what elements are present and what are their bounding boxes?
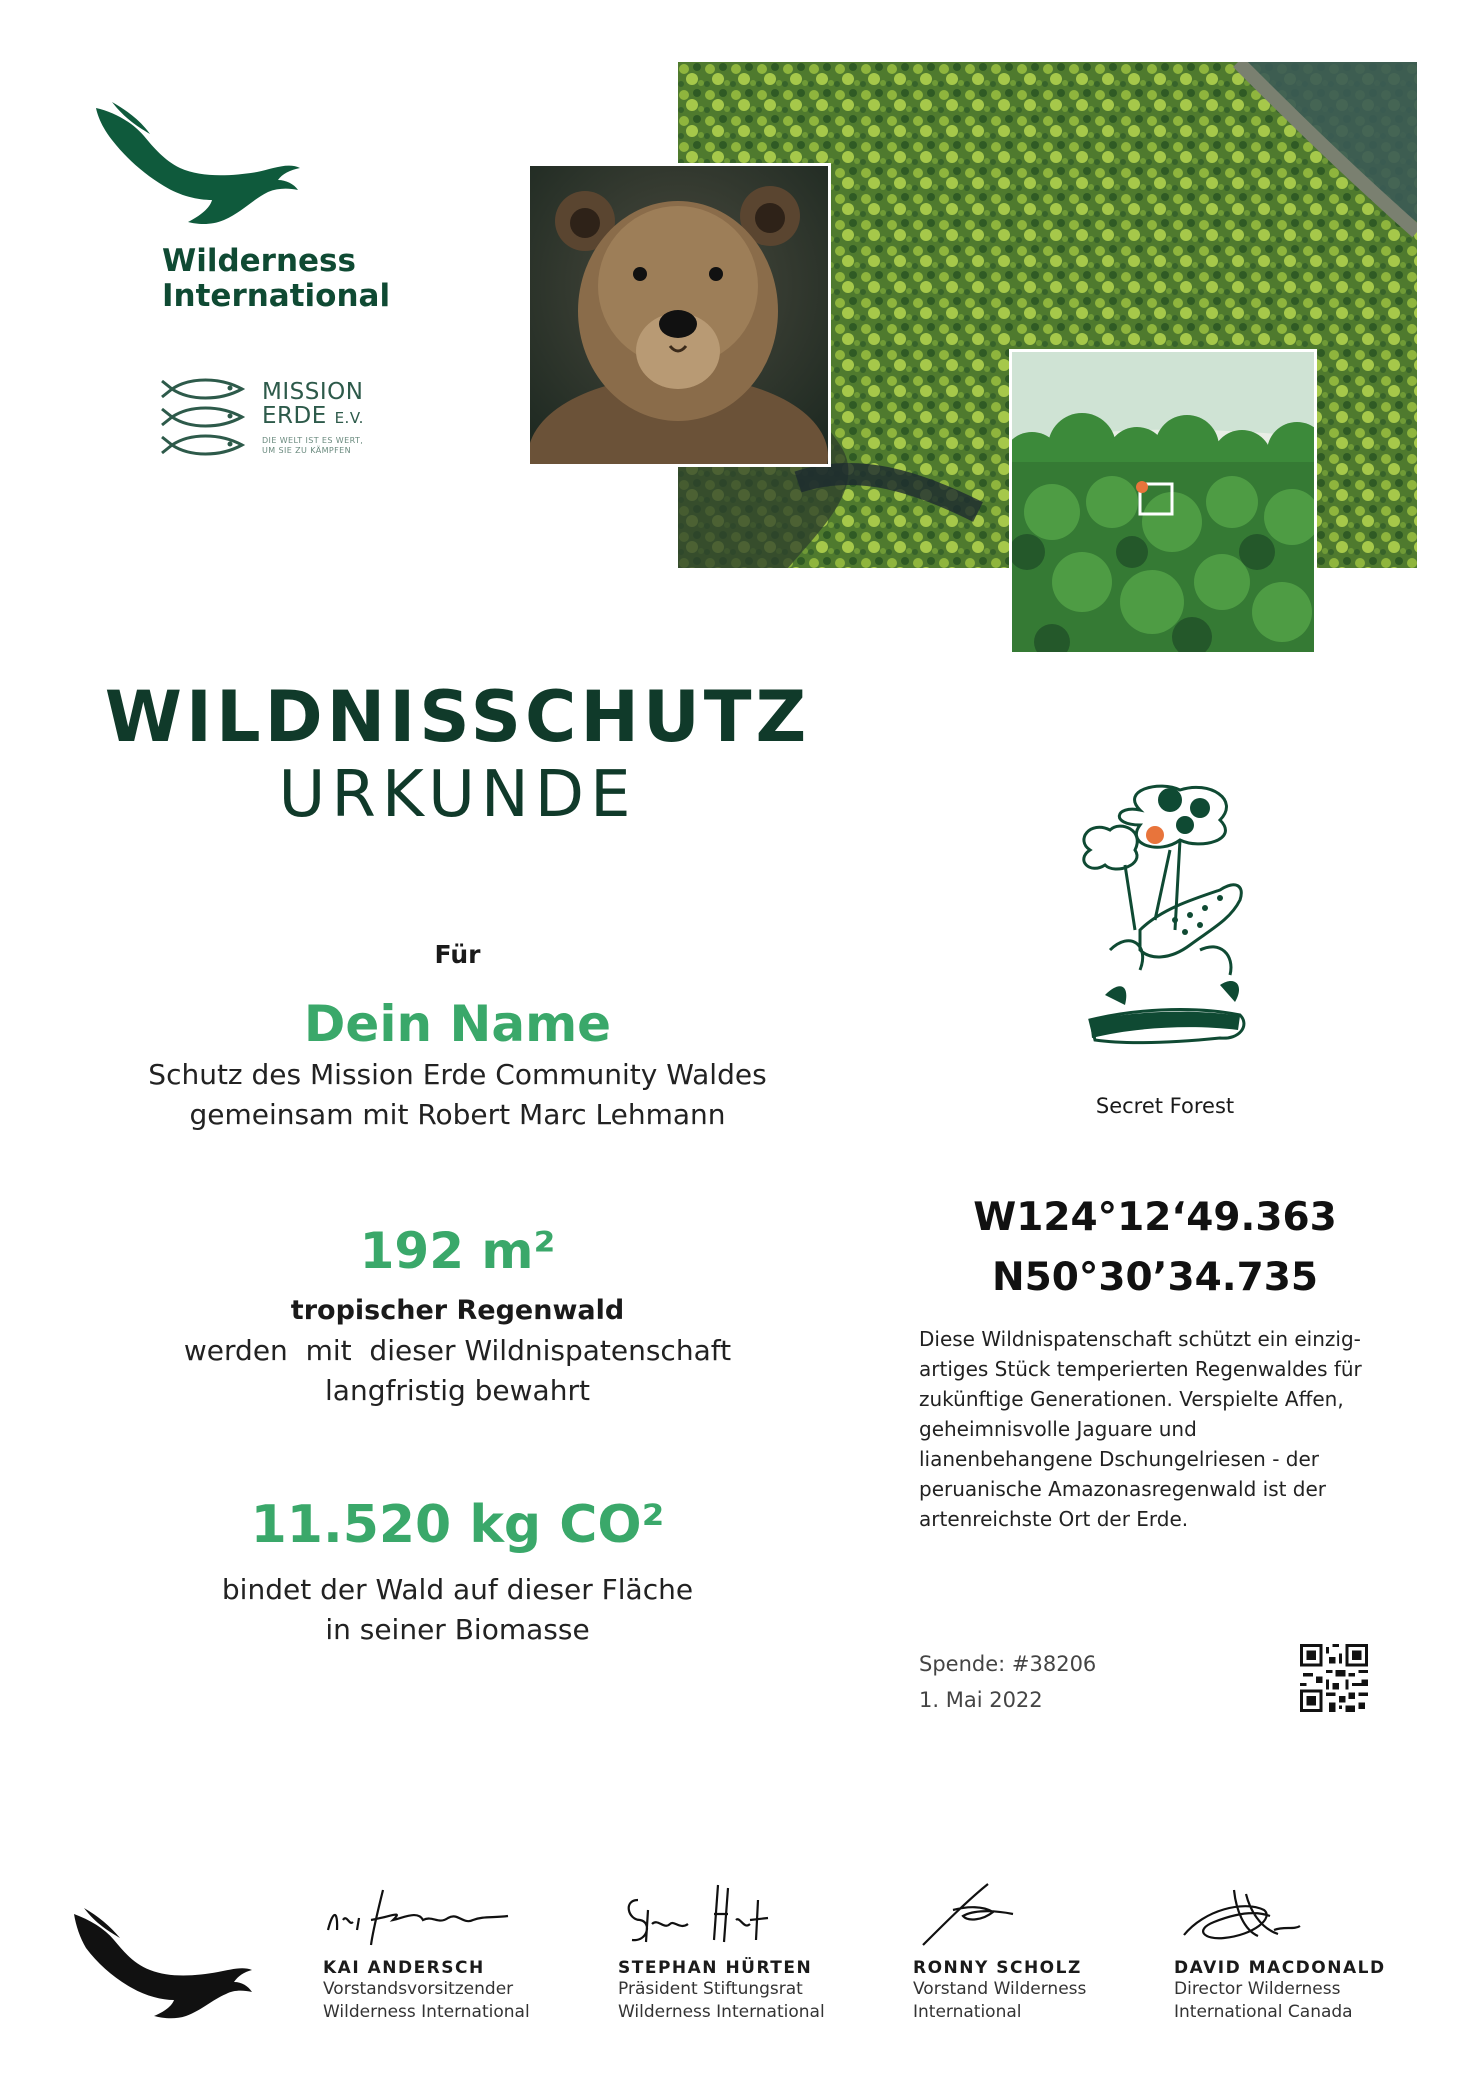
forest-name-label: Secret Forest <box>1095 1094 1235 1118</box>
signature-3 <box>913 1880 1103 1950</box>
mission-erde-word: ERDE <box>262 403 327 429</box>
signatory-role-line2: International Canada <box>1174 2002 1353 2022</box>
qr-code-icon[interactable] <box>1300 1644 1368 1712</box>
eagle-silhouette-icon <box>70 1908 256 2020</box>
signatory-role-line2: International <box>913 2002 1022 2022</box>
location-marker-dot <box>1136 481 1148 493</box>
bear-photo <box>527 163 831 467</box>
signatory-role-line2: Wilderness International <box>618 2002 825 2022</box>
area-description <box>100 1331 815 1411</box>
description-line: artenreichste Ort der Erde. <box>919 1507 1189 1531</box>
description-line: Diese Wildnispatenschaft schützt ein einzig- <box>919 1327 1361 1351</box>
signatory-role-line1: Director Wilderness <box>1174 1979 1341 1999</box>
donation-number: Spende: #38206 <box>919 1652 1097 1676</box>
signature-block-1 <box>323 1880 530 2024</box>
certificate-subtitle: URKUNDE <box>278 758 637 832</box>
forest-description <box>919 1324 1399 1534</box>
logo-text-line1: Wilderness <box>162 243 356 279</box>
signatory-name: DAVID MACDONALD <box>1174 1958 1386 1978</box>
description-line: geheimnisvolle Jaguare und <box>919 1417 1197 1441</box>
signature-4 <box>1174 1880 1364 1950</box>
recipient-name: Dein Name <box>303 995 612 1053</box>
donation-date: 1. Mai 2022 <box>919 1688 1043 1712</box>
eagle-logo-icon <box>92 100 307 230</box>
wilderness-international-logo <box>162 244 390 314</box>
coordinate-longitude: W124°12‘49.363 <box>973 1195 1337 1240</box>
co2-value: 11.520 kg CO² <box>250 1495 665 1555</box>
signature-2 <box>618 1880 808 1950</box>
for-label: Für <box>434 940 481 969</box>
signature-block-2 <box>618 1880 825 2024</box>
mission-erde-tagline-2: UM SIE ZU KÄMPFEN <box>262 446 351 455</box>
signatory-role-line2: Wilderness International <box>323 2002 530 2022</box>
signature-block-4 <box>1174 1880 1386 2024</box>
coordinate-latitude: N50°30’34.735 <box>992 1255 1318 1300</box>
mission-erde-logo <box>262 380 364 456</box>
area-desc-line2: langfristig bewahrt <box>325 1374 590 1407</box>
recipient-line2: gemeinsam mit Robert Marc Lehmann <box>189 1098 726 1131</box>
description-line: lianenbehangene Dschungelriesen - der <box>919 1447 1320 1471</box>
co2-description <box>100 1570 815 1650</box>
signature-1 <box>323 1880 513 1950</box>
mission-erde-line1: MISSION <box>262 379 364 405</box>
area-type: tropischer Regenwald <box>290 1295 625 1326</box>
description-line: peruanische Amazonasregenwald ist der <box>919 1477 1327 1501</box>
description-line: artiges Stück temperierten Regenwaldes für <box>919 1357 1362 1381</box>
signature-block-3 <box>913 1880 1103 2024</box>
certificate-title: WILDNISSCHUTZ <box>104 676 811 758</box>
co2-desc-line1: bindet der Wald auf dieser Fläche <box>221 1573 694 1606</box>
mission-erde-tagline-1: DIE WELT IST ES WERT, <box>262 436 364 445</box>
signatory-role-line1: Präsident Stiftungsrat <box>618 1979 803 1999</box>
mission-erde-tagline <box>262 436 364 456</box>
description-line: zukünftige Generationen. Verspielte Affen, <box>919 1387 1344 1411</box>
mission-erde-ev: E.V. <box>334 409 364 427</box>
area-desc-line1: werden mit dieser Wildnispatenschaft <box>183 1334 732 1367</box>
recipient-line1: Schutz des Mission Erde Community Waldes <box>148 1058 767 1091</box>
fish-logo-icon <box>160 375 255 460</box>
signatory-name: STEPHAN HÜRTEN <box>618 1958 813 1978</box>
mission-erde-line2 <box>262 404 364 430</box>
signatory-role-line1: Vorstand Wilderness <box>913 1979 1087 1999</box>
recipient-description <box>100 1055 815 1135</box>
logo-text-line2: International <box>162 278 391 314</box>
signatory-role-line1: Vorstandsvorsitzender <box>323 1979 514 1999</box>
area-value: 192 m² <box>359 1222 556 1280</box>
forest-closeup-photo <box>1009 349 1317 655</box>
co2-desc-line2: in seiner Biomasse <box>325 1613 590 1646</box>
signatory-name: KAI ANDERSCH <box>323 1958 485 1978</box>
jaguar-tree-emblem-icon <box>1070 780 1260 1070</box>
signatory-name: RONNY SCHOLZ <box>913 1958 1082 1978</box>
